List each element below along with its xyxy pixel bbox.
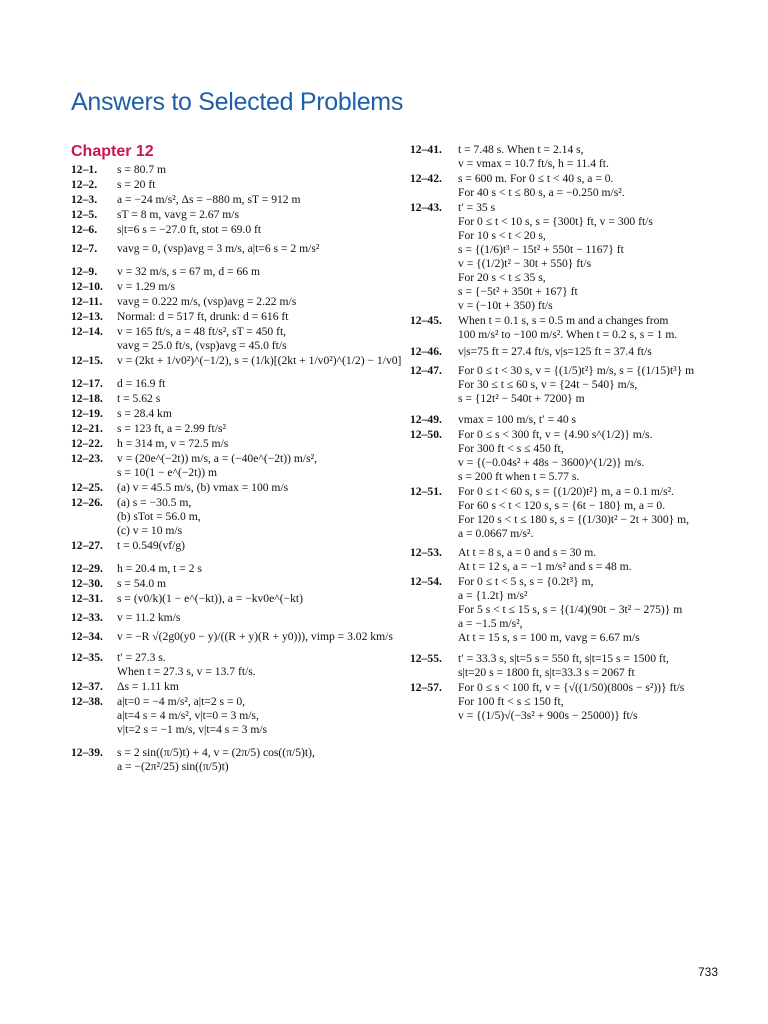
answer-text [117, 223, 391, 237]
problem-number: 12–51. [410, 485, 442, 498]
answer-entry [410, 413, 740, 427]
answer-line: a|t=4 s = 4 m/s², v|t=0 = 3 m/s, [117, 709, 259, 722]
answer-entry [71, 163, 391, 177]
answer-line: s = 54.0 m [117, 577, 167, 590]
answer-line: For 100 ft < s ≤ 150 ft, [458, 695, 564, 708]
answer-entry [71, 407, 391, 421]
answer-line: s = 600 m. For 0 ≤ t < 40 s, a = 0. [458, 172, 614, 185]
problem-number: 12–6. [71, 223, 98, 236]
problem-number: 12–13. [71, 310, 103, 323]
answer-entry [71, 392, 391, 406]
answer-entry [71, 422, 391, 436]
problem-number: 12–29. [71, 562, 103, 575]
answer-line: v = {(1/2)t² − 30t + 550} ft/s [458, 257, 592, 270]
answer-entry [71, 193, 391, 207]
answer-entry [410, 143, 740, 171]
problem-number: 12–26. [71, 496, 103, 509]
answer-entry [71, 437, 391, 451]
answer-line: a = {1.2t} m/s² [458, 589, 528, 602]
problem-number: 12–37. [71, 680, 103, 693]
answer-text [458, 143, 740, 171]
answer-text [117, 280, 391, 294]
answer-line: v = 165 ft/s, a = 48 ft/s², sT = 450 ft, [117, 325, 287, 338]
problem-number: 12–42. [410, 172, 442, 185]
answer-line: v = 11.2 km/s [117, 611, 181, 624]
answer-line: t = 0.549(vf/g) [117, 539, 186, 552]
answer-text [117, 208, 391, 222]
answer-line: When t = 27.3 s, v = 13.7 ft/s. [117, 665, 256, 678]
answer-text [458, 681, 740, 723]
answer-line: (a) v = 45.5 m/s, (b) vmax = 100 m/s [117, 481, 289, 494]
answer-text [117, 452, 391, 480]
problem-number: 12–18. [71, 392, 103, 405]
answer-line: t′ = 33.3 s, s|t=5 s = 550 ft, s|t=15 s = 1500 ft, [458, 652, 669, 665]
answer-text [117, 592, 391, 606]
problem-number: 12–2. [71, 178, 98, 191]
problem-number: 12–43. [410, 201, 442, 214]
problem-number: 12–55. [410, 652, 442, 665]
answer-line: For 0 ≤ s < 300 ft, v = {4.90 s^(1/2)} m/s. [458, 428, 653, 441]
answer-text [117, 193, 391, 207]
problem-number: 12–35. [71, 651, 103, 664]
answer-text [117, 325, 391, 353]
page-title: Answers to Selected Problems [71, 88, 404, 116]
answer-line: v = (2kt + 1/v0²)^(−1/2), s = (1/k)[(2kt + 1/v0²)^(1/2) − 1/v0] [117, 354, 402, 367]
answer-entry [71, 592, 391, 606]
answer-text [117, 310, 391, 324]
answer-line: For 10 s < t < 20 s, [458, 229, 546, 242]
answer-entry [71, 496, 391, 538]
answer-text [117, 680, 391, 694]
answer-line: Normal: d = 517 ft, drunk: d = 616 ft [117, 310, 289, 323]
answer-line: s = 20 ft [117, 178, 156, 191]
answers-left-column [71, 163, 402, 775]
answer-text [458, 314, 740, 342]
answer-line: At t = 8 s, a = 0 and s = 30 m. [458, 546, 597, 559]
answer-text [458, 345, 740, 359]
answer-entry [410, 575, 740, 645]
answer-line: t′ = 27.3 s. [117, 651, 166, 664]
answer-text [117, 392, 391, 406]
answer-line: v = {(−0.04s² + 48s − 3600)^(1/2)} m/s. [458, 456, 645, 469]
answer-line: t = 5.62 s [117, 392, 161, 405]
answer-line: For 30 ≤ t ≤ 60 s, v = {24t − 540} m/s, [458, 378, 638, 391]
answer-text [117, 539, 391, 553]
answer-line: v = (20e^(−2t)) m/s, a = (−40e^(−2t)) m/s², [117, 452, 317, 465]
problem-number: 12–17. [71, 377, 103, 390]
answer-line: a = 0.0667 m/s². [458, 527, 534, 540]
answer-line: t′ = 35 s [458, 201, 496, 214]
problem-number: 12–1. [71, 163, 98, 176]
answer-text [117, 577, 391, 591]
answer-line: v = {(1/5)√(−3s² + 900s − 25000)} ft/s [458, 709, 638, 722]
problem-number: 12–34. [71, 630, 103, 643]
problem-number: 12–46. [410, 345, 442, 358]
answer-line: s = 2 sin((π/5)t) + 4, v = (2π/5) cos((π/5)t), [117, 746, 315, 759]
answer-text [458, 575, 740, 645]
answer-text [117, 295, 391, 309]
answer-entry [71, 295, 391, 309]
answer-line: d = 16.9 ft [117, 377, 166, 390]
answer-entry [71, 562, 391, 576]
answer-line: vavg = 0.222 m/s, (vsp)avg = 2.22 m/s [117, 295, 297, 308]
answer-line: Δs = 1.11 km [117, 680, 179, 693]
answer-line: a = −1.5 m/s², [458, 617, 523, 630]
answer-text [117, 651, 391, 679]
answer-line: For 120 s < t ≤ 180 s, s = {(1/30)t² − 2t + 300} m, [458, 513, 690, 526]
answer-text [458, 364, 740, 406]
problem-number: 12–21. [71, 422, 103, 435]
answer-line: At t = 12 s, a = −1 m/s² and s = 48 m. [458, 560, 632, 573]
answer-entry [410, 652, 740, 680]
answer-entry [71, 695, 391, 737]
answer-line: For 0 ≤ t < 60 s, s = {(1/20)t²} m, a = 0.1 m/s². [458, 485, 675, 498]
answer-line: vavg = 25.0 ft/s, (vsp)avg = 45.0 ft/s [117, 339, 287, 352]
problem-number: 12–38. [71, 695, 103, 708]
problem-number: 12–25. [71, 481, 103, 494]
answer-line: v = −R √(2g0(y0 − y)/((R + y)(R + y0))), vimp = 3.02 km/s [117, 630, 393, 643]
answer-text [117, 562, 391, 576]
answer-entry [71, 680, 391, 694]
answer-text [117, 437, 391, 451]
answer-entry [71, 611, 391, 625]
problem-number: 12–49. [410, 413, 442, 426]
answer-entry [410, 172, 740, 200]
answer-line: a = −(2π²/25) sin((π/5)t) [117, 760, 229, 773]
problem-number: 12–9. [71, 265, 98, 278]
answer-line: s|t=20 s = 1800 ft, s|t=33.3 s = 2067 ft [458, 666, 635, 679]
answer-text [458, 201, 740, 313]
answer-text [117, 242, 391, 256]
chapter-heading: Chapter 12 [71, 143, 154, 160]
answer-entry [71, 178, 391, 192]
answer-line: s = {12t² − 540t + 7200} m [458, 392, 585, 405]
answer-line: At t = 15 s, s = 100 m, vavg = 6.67 m/s [458, 631, 640, 644]
answer-line: vmax = 100 m/s, t′ = 40 s [458, 413, 577, 426]
answer-text [458, 485, 740, 541]
problem-number: 12–31. [71, 592, 103, 605]
answer-entry [71, 325, 391, 353]
answer-line: 100 m/s² to −100 m/s². When t = 0.2 s, s = 1 m. [458, 328, 678, 341]
answer-entry [71, 265, 391, 279]
answer-line: (b) sTot = 56.0 m, [117, 510, 201, 523]
answer-text [117, 178, 391, 192]
answer-line: s = {(1/6)t³ − 15t² + 550t − 1167} ft [458, 243, 624, 256]
answer-line: v|t=2 s = −1 m/s, v|t=4 s = 3 m/s [117, 723, 268, 736]
answer-line: s = 80.7 m [117, 163, 167, 176]
answer-line: sT = 8 m, vavg = 2.67 m/s [117, 208, 240, 221]
answer-text [117, 746, 391, 774]
answer-line: v = 1.29 m/s [117, 280, 176, 293]
answer-text [117, 377, 391, 391]
answer-line: s = {−5t² + 350t + 167} ft [458, 285, 578, 298]
answer-text [458, 546, 740, 574]
answer-text [117, 496, 391, 538]
answer-text [117, 354, 401, 368]
answer-entry [410, 364, 740, 406]
answer-text [117, 265, 391, 279]
answer-line: (a) s = −30.5 m, [117, 496, 192, 509]
problem-number: 12–5. [71, 208, 98, 221]
answer-text [458, 652, 740, 680]
answer-entry [71, 208, 391, 222]
answer-text [458, 413, 740, 427]
problem-number: 12–30. [71, 577, 103, 590]
answer-line: h = 314 m, v = 72.5 m/s [117, 437, 229, 450]
answer-line: (c) v = 10 m/s [117, 524, 183, 537]
answer-line: When t = 0.1 s, s = 0.5 m and a changes from [458, 314, 669, 327]
answer-line: For 20 s < t ≤ 35 s, [458, 271, 546, 284]
answer-line: For 0 ≤ t < 30 s, v = {(1/5)t²} m/s, s = {(1/15)t³} m [458, 364, 695, 377]
answer-line: a = −24 m/s², Δs = −880 m, sT = 912 m [117, 193, 301, 206]
answer-line: s = (v0/k)(1 − e^(−kt)), a = −kv0e^(−kt) [117, 592, 303, 605]
answer-line: For 5 s < t ≤ 15 s, s = {(1/4)(90t − 3t² − 275)} m [458, 603, 683, 616]
answer-line: s = 200 ft when t = 5.77 s. [458, 470, 580, 483]
answer-line: a|t=0 = −4 m/s², a|t=2 s = 0, [117, 695, 246, 708]
answer-line: For 40 s < t ≤ 80 s, a = −0.250 m/s². [458, 186, 625, 199]
problem-number: 12–19. [71, 407, 103, 420]
answer-line: v = vmax = 10.7 ft/s, h = 11.4 ft. [458, 157, 609, 170]
answer-text [117, 407, 391, 421]
answer-entry [71, 651, 391, 679]
problem-number: 12–41. [410, 143, 442, 156]
problem-number: 12–10. [71, 280, 103, 293]
answer-line: v|s=75 ft = 27.4 ft/s, v|s=125 ft = 37.4 ft/s [458, 345, 652, 358]
answer-entry [71, 280, 391, 294]
answer-line: v = (−10t + 350) ft/s [458, 299, 553, 312]
answer-text [458, 428, 740, 484]
answer-entry [71, 223, 391, 237]
problem-number: 12–14. [71, 325, 103, 338]
problem-number: 12–54. [410, 575, 442, 588]
problem-number: 12–3. [71, 193, 98, 206]
answer-text [117, 695, 391, 737]
answer-entry [410, 314, 740, 342]
answer-text [117, 611, 391, 625]
answer-entry [410, 485, 740, 541]
answer-line: s|t=6 s = −27.0 ft, stot = 69.0 ft [117, 223, 262, 236]
answer-line: t = 7.48 s. When t = 2.14 s, [458, 143, 584, 156]
problem-number: 12–15. [71, 354, 103, 367]
answer-entry [71, 452, 391, 480]
problem-number: 12–53. [410, 546, 442, 559]
answer-entry [71, 746, 391, 774]
problem-number: 12–45. [410, 314, 442, 327]
answer-entry [71, 310, 391, 324]
answer-entry [71, 481, 391, 495]
problem-number: 12–50. [410, 428, 442, 441]
answer-text [117, 630, 393, 644]
problem-number: 12–33. [71, 611, 103, 624]
problem-number: 12–23. [71, 452, 103, 465]
answer-entry [71, 242, 391, 256]
answer-entry [71, 354, 402, 368]
answer-line: For 300 ft < s ≤ 450 ft, [458, 442, 564, 455]
page-number: 733 [698, 965, 719, 979]
problem-number: 12–7. [71, 242, 98, 255]
answer-entry [71, 577, 391, 591]
answer-line: For 0 ≤ t < 10 s, s = {300t} ft, v = 300 ft/s [458, 215, 653, 228]
answer-text [117, 422, 391, 436]
problem-number: 12–22. [71, 437, 103, 450]
answer-entry [410, 201, 740, 313]
answer-text [117, 481, 391, 495]
answer-line: vavg = 0, (vsp)avg = 3 m/s, a|t=6 s = 2 m/s² [117, 242, 320, 255]
answer-entry [71, 377, 391, 391]
problem-number: 12–39. [71, 746, 103, 759]
answer-line: s = 123 ft, a = 2.99 ft/s² [117, 422, 226, 435]
answer-entry [410, 428, 740, 484]
answer-entry [410, 546, 740, 574]
answer-entry [410, 345, 740, 359]
answer-line: For 0 ≤ s < 100 ft, v = {√((1/50)(800s − s²))} ft/s [458, 681, 685, 694]
answer-line: v = 32 m/s, s = 67 m, d = 66 m [117, 265, 260, 278]
problem-number: 12–11. [71, 295, 103, 308]
problem-number: 12–57. [410, 681, 442, 694]
answer-text [117, 163, 391, 177]
answer-line: For 0 ≤ t < 5 s, s = {0.2t³} m, [458, 575, 594, 588]
answer-text [458, 172, 740, 200]
answer-entry [410, 681, 740, 723]
answer-line: s = 28.4 km [117, 407, 172, 420]
answers-right-column [410, 143, 740, 730]
problem-number: 12–47. [410, 364, 442, 377]
problem-number: 12–27. [71, 539, 103, 552]
answer-entry [71, 539, 391, 553]
answer-line: For 60 s < t < 120 s, s = {6t − 180} m, a = 0. [458, 499, 666, 512]
answer-line: s = 10(1 − e^(−2t)) m [117, 466, 218, 479]
answer-line: h = 20.4 m, t = 2 s [117, 562, 202, 575]
answer-entry [71, 630, 391, 644]
